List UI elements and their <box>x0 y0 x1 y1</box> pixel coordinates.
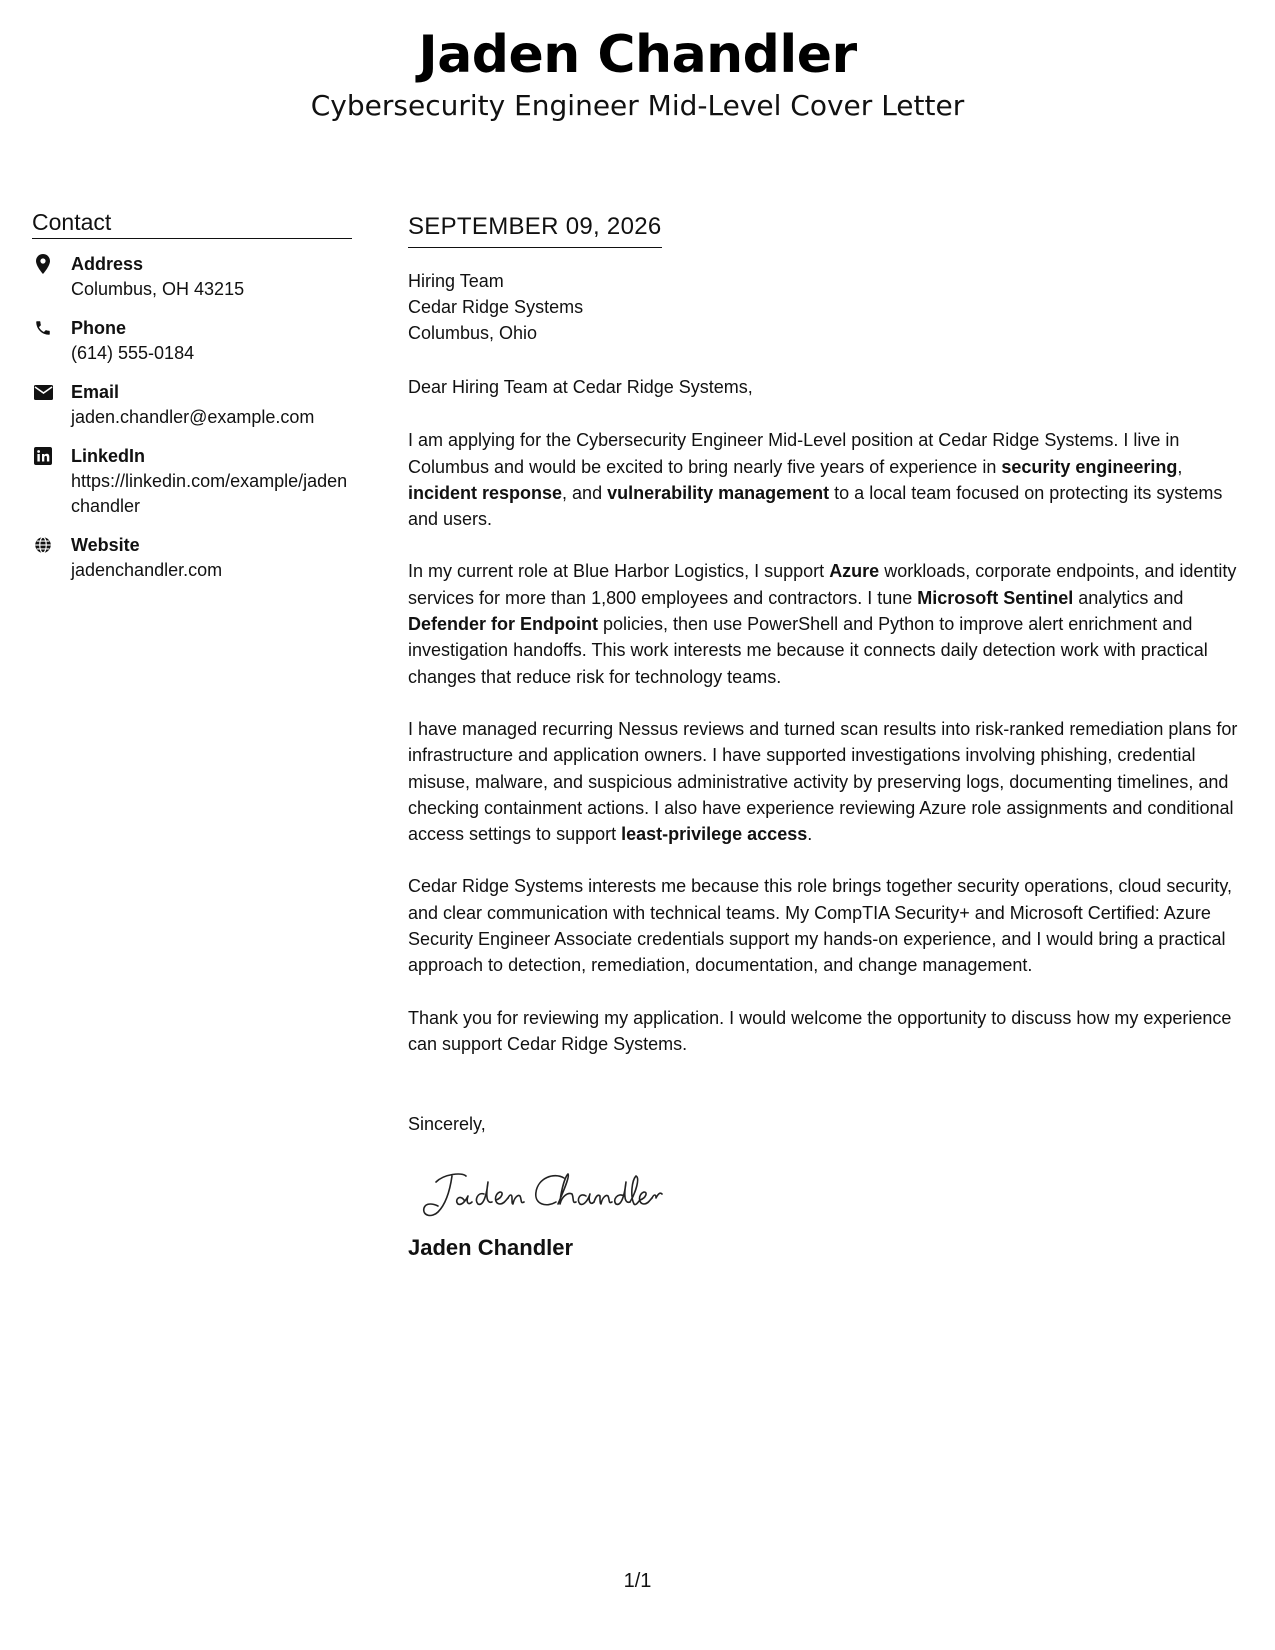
contact-value: (614) 555-0184 <box>71 343 195 363</box>
letter-header <box>0 24 1275 124</box>
contact-value[interactable]: jadenchandler.com <box>71 560 223 580</box>
signer-name: Jaden Chandler <box>408 1234 574 1260</box>
salutation: Dear Hiring Team at Cedar Ridge Systems, <box>408 377 753 397</box>
recipient-line: Cedar Ridge Systems <box>408 297 584 317</box>
contact-label: Address <box>71 254 144 274</box>
contact-value[interactable]: https://linkedin.com/example/jadenchandler <box>71 471 348 516</box>
contact-sidebar <box>32 208 352 596</box>
document-subtitle: Cybersecurity Engineer Mid-Level Cover Letter <box>310 89 965 122</box>
phone-icon <box>32 317 54 339</box>
contact-label: Website <box>71 535 140 555</box>
contact-phone <box>32 315 352 366</box>
contact-label: Phone <box>71 318 127 338</box>
map-pin-icon <box>32 253 54 275</box>
applicant-name: Jaden Chandler <box>418 25 857 85</box>
recipient-line: Columbus, Ohio <box>408 323 538 343</box>
contact-email <box>32 379 352 430</box>
paragraph-intro: I am applying for the Cybersecurity Engineer Mid-Level position at Cedar Ridge Systems. I live in Columbus and would be excited to bring nearly five years of experience in security engineering, incident response, and vulnerability management to a local team focused on protecting its systems and users. <box>408 430 1223 530</box>
page-number: 1/1 <box>623 1570 652 1592</box>
contact-value[interactable]: jaden.chandler@example.com <box>71 407 315 427</box>
linkedin-icon <box>32 445 54 467</box>
envelope-icon <box>32 381 54 403</box>
paragraph-thanks: Thank you for reviewing my application. I would welcome the opportunity to discuss how my experience can support Cedar Ridge Systems. <box>408 1007 1232 1054</box>
contact-website <box>32 532 352 583</box>
contact-linkedin <box>32 443 352 519</box>
paragraph-current-role: In my current role at Blue Harbor Logistics, I support Azure workloads, corporate endpoints, and identity services for more than 1,800 employees and contractors. I tune Microsoft Sentinel analytics and Defender for Endpoint policies, then use PowerShell and Python to improve alert enrichment and investigation handoffs. This work interests me because it connects daily detection work with practical changes that reduce risk for technology teams. <box>408 561 1237 687</box>
contact-heading: Contact <box>32 208 352 239</box>
handwritten-signature <box>414 1160 1253 1230</box>
contact-address <box>32 251 352 302</box>
letter-body <box>408 212 1253 1262</box>
recipient-block <box>408 268 1253 346</box>
closing: Sincerely, <box>408 1114 486 1135</box>
contact-value: Columbus, OH 43215 <box>71 279 245 299</box>
paragraph-motivation: Cedar Ridge Systems interests me because this role brings together security operations, cloud security, and clear communication with technical teams. My CompTIA Security+ and Microsoft Certified: Azure Security Engineer Associate credentials support my hands-on experience, and I would bring a practical approach to detection, remediation, documentation, and change management. <box>408 876 1233 976</box>
recipient-line: Hiring Team <box>408 271 504 291</box>
paragraph-experience: I have managed recurring Nessus reviews and turned scan results into risk-ranked remediation plans for infrastructure and application owners. I have supported investigations involving phishing, credential misuse, malware, and suspicious administrative activity by preserving logs, documenting timelines, and checking containment actions. I also have experience reviewing Azure role assignments and conditional access settings to support least-privilege access. <box>408 718 1238 845</box>
contact-label: Email <box>71 382 120 402</box>
contact-label: LinkedIn <box>71 446 146 466</box>
letter-date: SEPTEMBER 09, 2026 <box>408 212 662 248</box>
globe-icon <box>32 534 54 556</box>
